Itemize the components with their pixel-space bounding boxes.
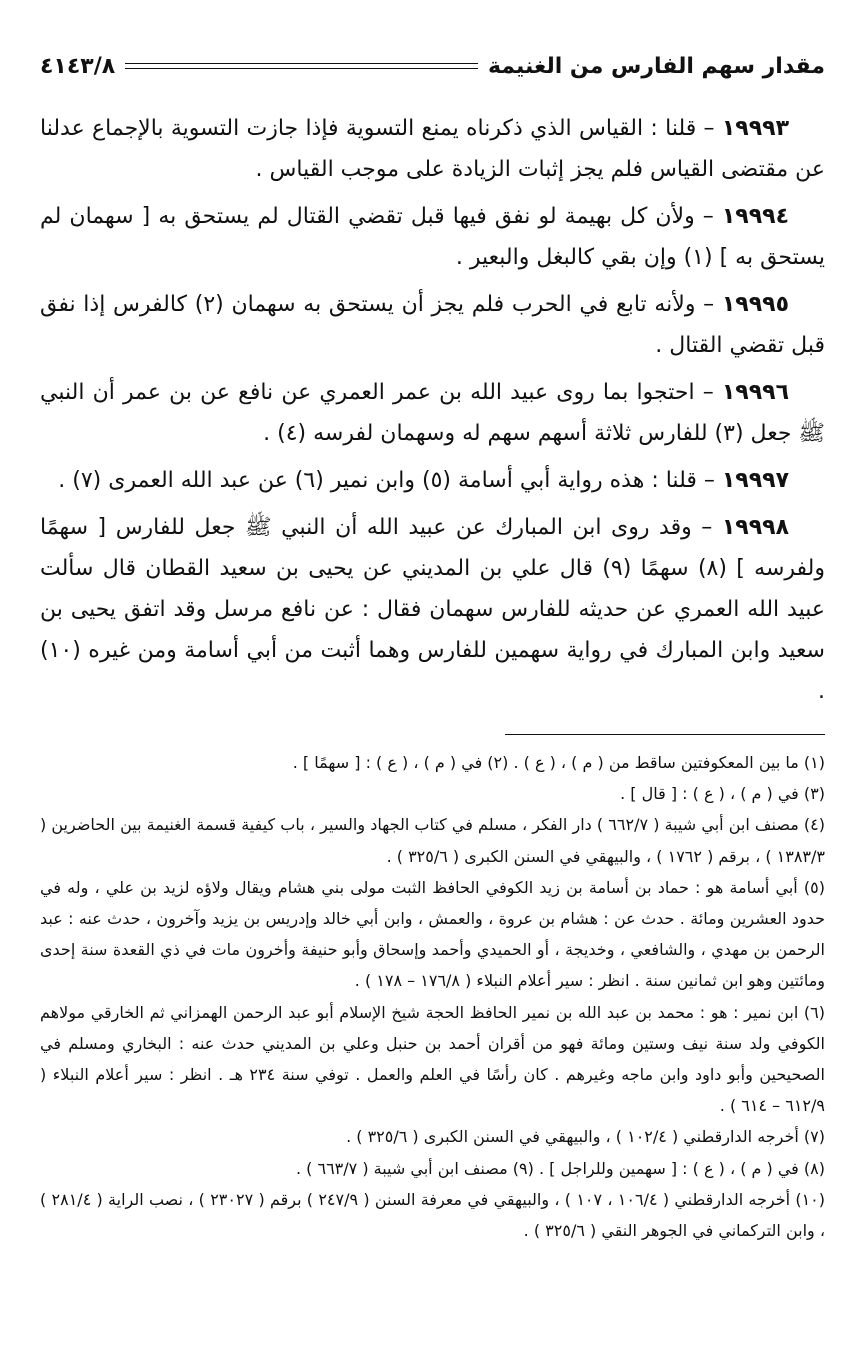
footnote-3: (٣) في ( م ) ، ( ع ) : [ قال ] . [620,784,825,804]
paragraph-number: ١٩٩٩٦ [721,380,789,405]
paragraph-number: ١٩٩٩٧ [721,468,789,493]
footnote-6: (٦) ابن نمير : هو : محمد بن عبد الله بن نمير الحافظ الحجة شيخ الإسلام أبو عبد الرحمن الهمزاني ثم الخارقي مولاهم الكوفي ولد سنة نيف وستين ومائة فهو من أقران أحمد بن حنبل وعلي بن المديني حدث عنه : البخاري ومسلم في الصحيحين وأبو داود وابن ماجه وغيرهم . كان رأسًا في العلم والعمل . توفي سنة ٢٣٤ هـ . انظر : سير أعلام النبلاء ( ٦١٢/٩ – ٦١٤ ) . [40,1002,826,1116]
footnote-4: (٤) مصنف ابن أبي شيبة ( ٦٦٢/٧ ) دار الفكر ، مسلم في كتاب الجهاد والسير ، باب كيفية قسمة الغنيمة بين الحاضرين ( ١٣٨٣/٣ ) ، برقم ( ١٧٦٢ ) ، والبيهقي في السنن الكبرى ( ٣٢٥/٦ ) . [40,815,825,866]
paragraph-number: ١٩٩٩٨ [721,515,789,540]
footnotes [40,747,825,1246]
footnote-8-9: (٨) في ( م ) ، ( ع ) : [ سهمين وللراجل ] . (٩) مصنف ابن أبي شيبة ( ٦٦٣/٧ ) . [295,1158,825,1178]
paragraph-text: – وقد روى ابن المبارك عن عبيد الله أن النبي ﷺ جعل للفارس [ سهمًا ولفرسه ] (٨) سهمًا (٩) قال علي بن المديني عن يحيى بن سعيد القطان قال سألت عبيد الله العمري عن حديثه للفارس سهمان فقال : عن نافع مرسل وقد اتفق يحيى بن سعيد وابن المبارك في رواية سهمين للفارس وهما أثبت من أبي أسامة ومن غيره (١٠) . [40,515,825,704]
footnote-10: (١٠) أخرجه الدارقطني ( ١٠٦/٤ ، ١٠٧ ) ، والبيهقي في معرفة السنن ( ٢٤٧/٩ ) برقم ( ٢٣٠٢٧ ) ، نصب الراية ( ٢٨١/٤ ) ، وابن التركماني في الجوهر النقي ( ٣٢٥/٦ ) . [40,1189,826,1241]
paragraph-19996 [40,372,825,454]
paragraph-number: ١٩٩٩٤ [721,204,789,229]
footnote-7: (٧) أخرجه الدارقطني ( ١٠٢/٤ ) ، والبيهقي في السنن الكبرى ( ٣٢٥/٦ ) . [346,1127,825,1147]
paragraph-number: ١٩٩٩٣ [721,116,789,141]
paragraph-19994 [40,196,825,278]
chapter-title: مقدار سهم الفارس من الغنيمة [487,53,825,79]
paragraph-text: – ولأنه تابع في الحرب فلم يجز أن يستحق به سهمان (٢) كالفرس إذا نفق قبل تقضي القتال . [40,292,825,358]
footnote-divider [505,734,825,735]
paragraph-text: – قلنا : القياس الذي ذكرناه يمنع التسوية فإذا جازت التسوية بالإجماع عدلنا عن مقتضى القياس فلم يجز إثبات الزيادة على موجب القياس . [40,116,825,182]
footnote-5: (٥) أبي أسامة هو : حماد بن أسامة بن زيد الكوفي الحافظ الثبت مولى بني هشام ويقال ولاؤه لزيد بن علي ، وله في حدود العشرين ومائة . حدث عن : هشام بن عروة ، والعمش ، وابن أبي خالد وإدريس بن يزيد وآخرون ، حدث عنه : عبد الرحمن بن مهدي ، والشافعي ، وخديجة ، أو الحميدي وأحمد وإسحاق وأبو حنيفة وأخرون مات في ذي القعدة سنة إحدى ومائتين وهو ابن ثمانين سنة . انظر : سير أعلام النبلاء ( ١٧٦/٨ – ١٧٨ ) . [40,877,825,991]
header-rule [125,63,478,69]
paragraph-19995 [40,284,825,366]
book-page [40,46,825,1326]
paragraph-text: – ولأن كل بهيمة لو نفق فيها قبل تقضي القتال لم يستحق به [ سهمان لم يستحق به ] (١) وإن بقي كالبغل والبعير . [40,204,825,270]
paragraph-text: – قلنا : هذه رواية أبي أسامة (٥) وابن نمير (٦) عن عبد الله العمرى (٧) . [58,468,722,493]
page-number: ٤١٤٣/٨ [40,53,116,79]
paragraph-number: ١٩٩٩٥ [721,292,789,317]
paragraph-text: – احتجوا بما روى عبيد الله بن عمر العمري عن نافع عن بن عمر أن النبي ﷺ جعل (٣) للفارس ثلاثة أسهم سهم له وسهمان لفرسه (٤) . [40,380,825,446]
paragraph-19993 [40,108,825,190]
main-text [40,108,825,712]
running-header [40,46,825,86]
paragraph-19997 [40,460,825,501]
paragraph-19998 [40,507,825,712]
footnote-1-2: (١) ما بين المعكوفتين ساقط من ( م ) ، ( ع ) . (٢) في ( م ) ، ( ع ) : [ سهمًا ] . [292,753,825,772]
